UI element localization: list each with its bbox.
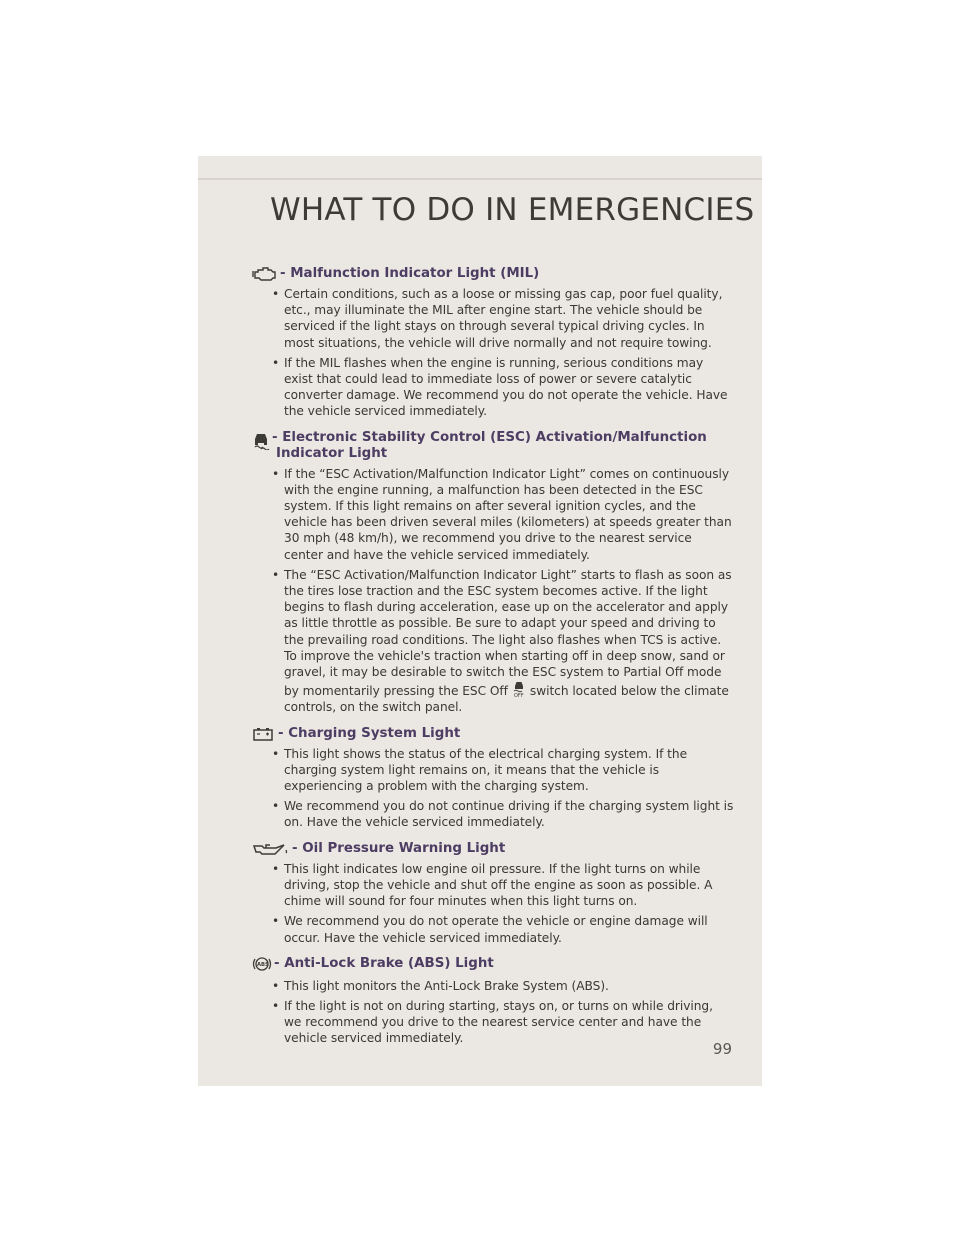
bullet-list (252, 978, 734, 1047)
section-charging (252, 726, 734, 831)
section-oil (252, 841, 734, 946)
header-rule (198, 178, 762, 180)
section-heading: - Malfunction Indicator Light (MIL) (252, 266, 734, 282)
abs-icon (252, 956, 272, 974)
svg-text:ABS: ABS (257, 961, 269, 968)
section-heading: - Electronic Stability Control (ESC) Activation/Malfunction Indicator Light (252, 430, 734, 462)
section-esc (252, 430, 734, 716)
list-item: • This light monitors the Anti-Lock Brake System (ABS). (272, 978, 609, 993)
svg-text:OFF: OFF (513, 693, 524, 699)
esc-off-switch-icon (512, 680, 526, 698)
list-item: • Certain conditions, such as a loose or missing gas cap, poor fuel quality, etc., may illuminate the MIL after engine start. The vehicle should be serviced if the light stays on through several typical driving cycles. In most situations, the vehicle will drive normally and not require towing. (272, 287, 723, 350)
page-title: WHAT TO DO IN EMERGENCIES (270, 192, 755, 228)
section-heading: ABS - Anti-Lock Brake (ABS) Light (252, 956, 734, 974)
battery-icon (252, 726, 276, 742)
list-item: • We recommend you do not continue driving if the charging system light is on. Have the vehicle serviced immediately. (272, 799, 734, 830)
manual-page (198, 156, 762, 1086)
esc-skid-car-icon (252, 430, 270, 450)
oil-can-icon (252, 841, 290, 857)
list-item: • If the light is not on during starting, stays on, or turns on while driving, we recommend you drive to the nearest service center and have the vehicle serviced immediately. (272, 998, 713, 1046)
bullet-list (252, 286, 734, 420)
list-item: • This light shows the status of the electrical charging system. If the charging system light remains on, it means that the vehicle is experiencing a problem with the charging system. (272, 746, 688, 794)
check-engine-icon (252, 266, 278, 282)
section-mil (252, 266, 734, 420)
list-item: • If the MIL flashes when the engine is running, serious conditions may exist that could lead to immediate loss of power or severe catalytic converter damage. We recommend you do not operate the vehicle. Have the vehicle serviced immediately. (272, 355, 728, 419)
section-abs (252, 956, 734, 1047)
bullet-list (252, 861, 734, 946)
section-heading: - Oil Pressure Warning Light (252, 841, 734, 857)
page-content (252, 266, 734, 1057)
bullet-list (252, 746, 734, 831)
list-item: • If the “ESC Activation/Malfunction Indicator Light” comes on continuously with the engine running, a malfunction has been detected in the ESC system. If this light remains on after several ignition cycles, and the vehicle has been driven several miles (kilometers) at speeds greater than 30 mph (48 km/h), we recommend you drive to the nearest service center and have the vehicle serviced immediately. (272, 466, 732, 562)
page-number: 99 (712, 1040, 732, 1058)
list-item: • This light indicates low engine oil pressure. If the light turns on while driving, stop the vehicle and shut off the engine as soon as possible. A chime will sound for four minutes when this light turns on. (272, 861, 713, 909)
list-item: • The “ESC Activation/Malfunction Indicator Light” starts to flash as soon as the tires lose traction and the ESC system becomes active. If the light begins to flash during acceleration, ease up on the accelerator and apply as little throttle as possible. Be sure to adapt your speed and driving to the prevailing road conditions. The light also flashes when TCS is active. To improve the vehicle's traction when starting off in deep snow, sand or gravel, it may be desirable to switch the ESC system to Partial Off mode by momentarily pressing the ESC Off OFF switch located below the climate controls, on the switch panel. (272, 567, 732, 715)
section-heading: - Charging System Light (252, 726, 734, 742)
bullet-list (252, 466, 734, 716)
list-item: • We recommend you do not operate the vehicle or engine damage will occur. Have the vehicle serviced immediately. (272, 914, 708, 945)
